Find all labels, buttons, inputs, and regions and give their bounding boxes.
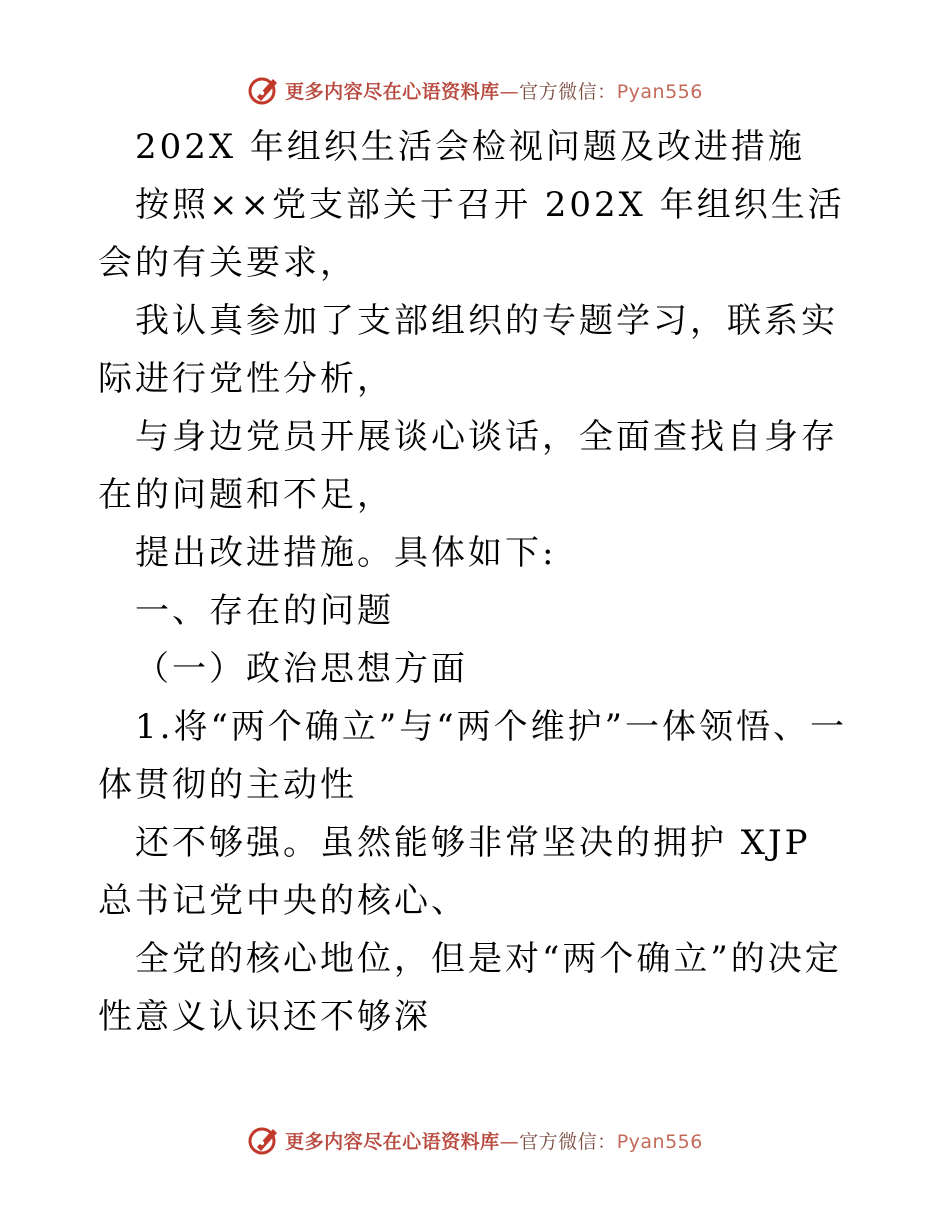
header-watermark-banner bbox=[0, 70, 950, 110]
watermark-official-label: 官方微信： bbox=[519, 80, 617, 103]
paragraph: 按照××党支部关于召开 202X 年组织生活会的有关要求， bbox=[98, 185, 845, 283]
watermark-official-label: 官方微信： bbox=[519, 1130, 617, 1153]
watermark-separator: — bbox=[499, 1130, 520, 1153]
subsection-heading: （一）政治思想方面 bbox=[135, 649, 468, 689]
watermark-brand: 更多内容尽在心语资料库 bbox=[285, 80, 500, 103]
watermark-account: Pyan556 bbox=[616, 1130, 703, 1153]
document-body bbox=[98, 118, 858, 1046]
paragraph: 我认真参加了支部组织的专题学习，联系实际进行党性分析， bbox=[98, 301, 838, 399]
paragraph: 全党的核心地位，但是对“两个确立”的决定性意义认识还不够深 bbox=[98, 939, 842, 1037]
paragraph: 1.将“两个确立”与“两个维护”一体领悟、一体贯彻的主动性 bbox=[98, 707, 847, 805]
document-title: 202X 年组织生活会检视问题及改进措施 bbox=[135, 127, 805, 167]
paragraph: 提出改进措施。具体如下: bbox=[135, 533, 557, 573]
watermark-text bbox=[285, 77, 703, 104]
footer-watermark-banner bbox=[0, 1120, 950, 1160]
paragraph: 还不够强。虽然能够非常坚决的拥护 XJP 总书记党中央的核心、 bbox=[98, 823, 811, 921]
section-heading: 一、存在的问题 bbox=[135, 591, 394, 631]
paragraph: 与身边党员开展谈心谈话，全面查找自身存在的问题和不足， bbox=[98, 417, 838, 515]
watermark-separator: — bbox=[499, 80, 520, 103]
pen-nib-logo-icon bbox=[247, 1123, 281, 1157]
watermark-text bbox=[285, 1127, 703, 1154]
watermark-account: Pyan556 bbox=[616, 80, 703, 103]
watermark-brand: 更多内容尽在心语资料库 bbox=[285, 1130, 500, 1153]
pen-nib-logo-icon bbox=[247, 73, 281, 107]
